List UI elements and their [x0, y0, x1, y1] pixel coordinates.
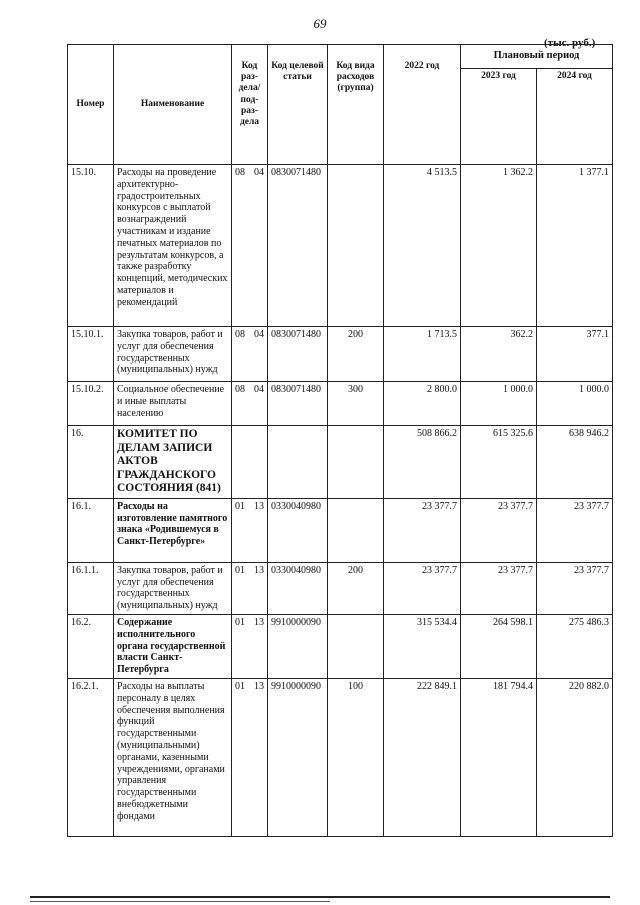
row-subsection: 13	[254, 500, 264, 512]
row-number: 16.2.1.	[68, 678, 114, 836]
row-value-2024: 275 486.3	[537, 615, 613, 679]
row-value-2024: 377.1	[537, 327, 613, 382]
row-value-2023: 615 325.6	[461, 426, 537, 499]
row-expense-type: 300	[328, 382, 384, 426]
row-subsection: 04	[254, 167, 264, 178]
row-subsection: 13	[254, 564, 264, 576]
row-target-code: 0830071480	[268, 327, 328, 382]
row-number: 16.	[68, 426, 114, 499]
row-section-code	[232, 615, 268, 679]
bottom-rule	[30, 896, 610, 898]
header-expense-type: Код вида расходов (группа)	[328, 45, 384, 165]
row-section: 01	[235, 564, 245, 576]
row-number: 16.2.	[68, 615, 114, 679]
row-subsection: 04	[254, 384, 264, 395]
row-target-code: 0330040980	[268, 562, 328, 614]
header-number: Номер	[68, 45, 114, 165]
row-value-2022: 23 377.7	[384, 498, 461, 562]
row-target-code: 0330040980	[268, 498, 328, 562]
row-section: 08	[235, 329, 245, 340]
row-section: 01	[235, 617, 245, 628]
units-label: (тыс. руб.)	[544, 37, 596, 49]
row-expense-type	[328, 498, 384, 562]
table-row	[68, 562, 613, 614]
row-section-code	[232, 498, 268, 562]
row-section-code	[232, 426, 268, 499]
row-name: Расходы на выплаты персоналу в целях обеспечения выполнения функций государственными (муниципальными) органами, казенными учреждениями, органами управления государственными внебюджетными фондами	[114, 678, 232, 836]
row-section-code	[232, 678, 268, 836]
row-name: Социальное обеспечение и иные выплаты населению	[114, 382, 232, 426]
row-target-code: 9910000090	[268, 615, 328, 679]
page-number: 69	[313, 16, 327, 31]
row-value-2023: 1 000.0	[461, 382, 537, 426]
row-section: 08	[235, 167, 245, 178]
budget-table	[67, 44, 613, 837]
row-name: Закупка товаров, работ и услуг для обеспечения государственных (муниципальных) нужд	[114, 327, 232, 382]
row-subsection: 04	[254, 329, 264, 340]
row-section-code	[232, 562, 268, 614]
row-value-2024: 638 946.2	[537, 426, 613, 499]
row-name: Расходы на проведение архитектурно-градостроительных конкурсов с выплатой вознаграждений участникам и издание печатных материалов по результатам конкурсов, а также разработку концепций, методических материалов и рекомендаций	[114, 165, 232, 327]
row-name: КОМИТЕТ ПО ДЕЛАМ ЗАПИСИ АКТОВ ГРАЖДАНСКОГО СОСТОЯНИЯ (841)	[114, 426, 232, 499]
row-value-2022: 315 534.4	[384, 615, 461, 679]
row-target-code: 9910000090	[268, 678, 328, 836]
table-row	[68, 426, 613, 499]
row-value-2022: 1 713.5	[384, 327, 461, 382]
header-name: Наименование	[114, 45, 232, 165]
row-subsection: 13	[254, 680, 264, 692]
row-name: Закупка товаров, работ и услуг для обеспечения государственных (муниципальных) нужд	[114, 562, 232, 614]
header-2022: 2022 год	[384, 45, 461, 165]
row-value-2023: 1 362.2	[461, 165, 537, 327]
bottom-rule-thin	[30, 901, 330, 902]
table-row	[68, 498, 613, 562]
row-value-2023: 362.2	[461, 327, 537, 382]
header-2023: 2023 год	[461, 69, 537, 165]
header-2024: 2024 год	[537, 69, 613, 165]
header-target-code: Код целевой статьи	[268, 45, 328, 165]
row-name: Расходы на изготовление памятного знака «Родившемуся в Санкт-Петербурге»	[114, 498, 232, 562]
row-target-code: 0830071480	[268, 382, 328, 426]
row-value-2022: 23 377.7	[384, 562, 461, 614]
row-number: 15.10.1.	[68, 327, 114, 382]
row-number: 16.1.	[68, 498, 114, 562]
row-section: 01	[235, 680, 245, 692]
table-row	[68, 615, 613, 679]
row-value-2024: 220 882.0	[537, 678, 613, 836]
row-value-2024: 1 377.1	[537, 165, 613, 327]
row-value-2023: 23 377.7	[461, 498, 537, 562]
row-section: 01	[235, 500, 245, 512]
table-row	[68, 165, 613, 327]
row-value-2022: 4 513.5	[384, 165, 461, 327]
table-row	[68, 678, 613, 836]
row-section-code	[232, 382, 268, 426]
row-value-2024: 23 377.7	[537, 562, 613, 614]
row-expense-type	[328, 165, 384, 327]
row-target-code: 0830071480	[268, 165, 328, 327]
row-section-code	[232, 327, 268, 382]
row-expense-type: 100	[328, 678, 384, 836]
row-section: 08	[235, 384, 245, 395]
row-expense-type: 200	[328, 562, 384, 614]
row-value-2022: 222 849.1	[384, 678, 461, 836]
header-section-code: Код раз- дела/ под- раз- дела	[232, 45, 268, 165]
row-value-2023: 264 598.1	[461, 615, 537, 679]
row-value-2023: 23 377.7	[461, 562, 537, 614]
header-planned-period: Плановый период	[461, 45, 613, 69]
row-expense-type: 200	[328, 327, 384, 382]
table-row	[68, 327, 613, 382]
row-number: 15.10.	[68, 165, 114, 327]
row-name: Содержание исполнительного органа государственной власти Санкт-Петербурга	[114, 615, 232, 679]
row-value-2022: 508 866.2	[384, 426, 461, 499]
row-section-code	[232, 165, 268, 327]
row-number: 16.1.1.	[68, 562, 114, 614]
table-body	[68, 165, 613, 837]
row-expense-type	[328, 615, 384, 679]
row-expense-type	[328, 426, 384, 499]
row-value-2022: 2 800.0	[384, 382, 461, 426]
row-number: 15.10.2.	[68, 382, 114, 426]
row-value-2023: 181 794.4	[461, 678, 537, 836]
row-value-2024: 1 000.0	[537, 382, 613, 426]
row-value-2024: 23 377.7	[537, 498, 613, 562]
row-subsection: 13	[254, 617, 264, 628]
row-target-code	[268, 426, 328, 499]
table-row	[68, 382, 613, 426]
